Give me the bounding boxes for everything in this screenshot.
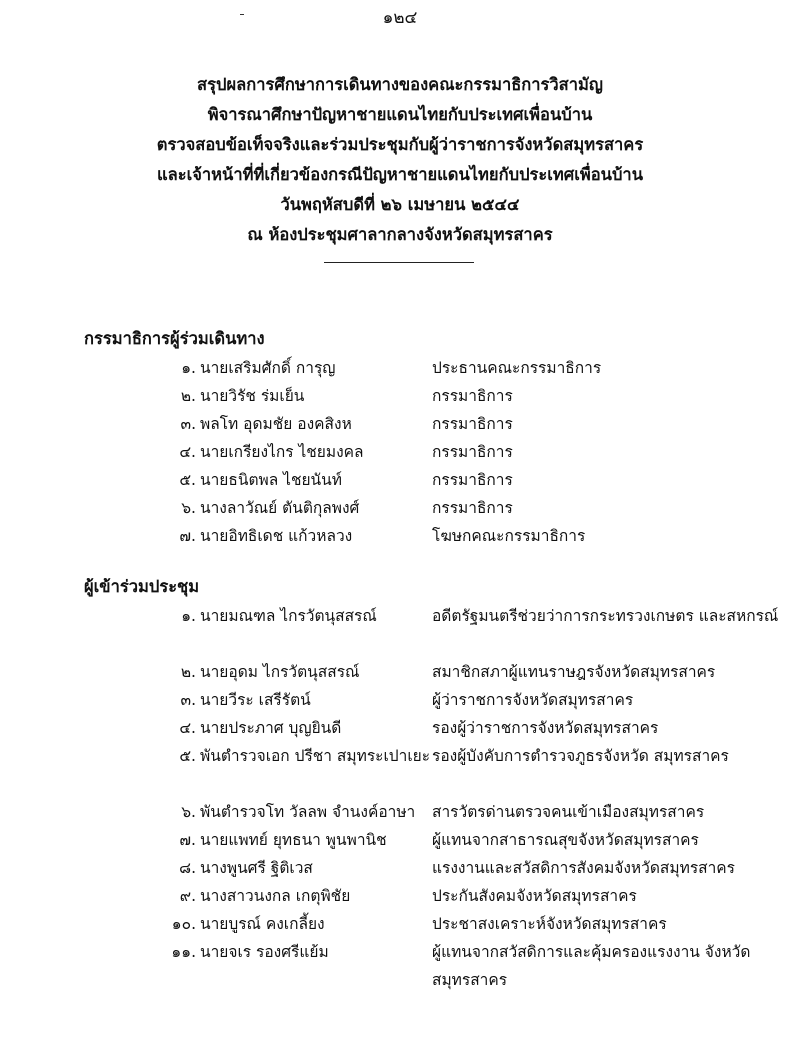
member-number: ๓.: [180, 415, 196, 433]
member-name: นายเกรียงไกร ไชยมงคล: [200, 443, 364, 461]
title-line: ตรวจสอบข้อเท็จจริงและร่วมประชุมกับผู้ว่าราชการจังหวัดสมุทรสาคร: [156, 135, 644, 154]
attendee-name: นายจเร รองศรีแย้ม: [200, 943, 329, 961]
attendee-name: พันตำรวจโท วัลลพ จำนงค์อาษา: [200, 803, 416, 821]
attendee-role: ผู้ว่าราชการจังหวัดสมุทรสาคร: [432, 691, 634, 709]
title-divider: [324, 262, 474, 263]
attendee-row: [0, 854, 800, 882]
committee-member-row: [0, 382, 800, 410]
committee-member-row: [0, 354, 800, 382]
member-role: กรรมาธิการ: [432, 443, 513, 461]
member-role: ประธานคณะกรรมาธิการ: [432, 359, 602, 377]
member-role: กรรมาธิการ: [432, 387, 513, 405]
scan-mark: [240, 14, 244, 15]
attendee-row: [0, 826, 800, 854]
attendee-number: ๓.: [180, 691, 196, 709]
attendee-name: พันตำรวจเอก ปรีชา สมุทระเปาเยะ: [200, 747, 431, 765]
attendee-name: นายประภาศ บุญยินดี: [200, 719, 342, 737]
document-title: [0, 70, 800, 250]
attendee-role: รองผู้บังคับการตำรวจภูธรจังหวัด สมุทรสาคร: [432, 747, 729, 765]
attendee-role: ผู้แทนจากสาธารณสุขจังหวัดสมุทรสาคร: [432, 831, 699, 849]
committee-member-row: [0, 438, 800, 466]
title-line: ณ ห้องประชุมศาลากลางจังหวัดสมุทรสาคร: [247, 225, 553, 244]
page-number: ๑๒๔: [382, 8, 418, 28]
attendee-role: รองผู้ว่าราชการจังหวัดสมุทรสาคร: [432, 719, 659, 737]
attendee-number: ๔.: [179, 719, 196, 737]
attendee-name: นายมณฑล ไกรวัตนุสสรณ์: [200, 607, 377, 625]
member-role: โฆษกคณะกรรมาธิการ: [432, 527, 586, 545]
attendee-name: นายอุดม ไกรวัตนุสสรณ์: [200, 663, 360, 681]
attendee-row: [0, 602, 800, 658]
member-number: ๒.: [180, 387, 196, 405]
attendee-number: ๑.: [181, 607, 196, 625]
title-line: พิจารณาศึกษาปัญหาชายแดนไทยกับประเทศเพื่อนบ้าน: [207, 105, 593, 124]
attendee-number: ๗.: [179, 831, 196, 849]
attendee-number: ๘.: [179, 859, 196, 877]
attendee-role: ผู้แทนจากสวัสดิการและคุ้มครองแรงงาน จังหวัดสมุทรสาคร: [432, 943, 751, 989]
attendee-role: ประกันสังคมจังหวัดสมุทรสาคร: [432, 887, 637, 905]
member-name: นายธนิตพล ไชยนันท์: [200, 471, 342, 489]
attendee-role: แรงงานและสวัสดิการสังคมจังหวัดสมุทรสาคร: [432, 859, 735, 877]
member-role: กรรมาธิการ: [432, 499, 513, 517]
attendees-list: [0, 602, 800, 994]
attendee-row: [0, 882, 800, 910]
attendee-number: ๑๐.: [171, 915, 196, 933]
member-number: ๖.: [181, 499, 196, 517]
attendee-name: นางสาวนงกล เกตุพิชัย: [200, 887, 351, 905]
attendee-row: [0, 910, 800, 938]
attendee-number: ๙.: [179, 887, 196, 905]
member-role: กรรมาธิการ: [432, 415, 513, 433]
member-name: นายเสริมศักดิ์ การุญ: [200, 359, 336, 377]
attendee-row: [0, 742, 800, 798]
member-number: ๔.: [179, 443, 196, 461]
member-name: นายอิทธิเดช แก้วหลวง: [200, 527, 353, 545]
attendees-heading: ผู้เข้าร่วมประชุม: [84, 577, 200, 596]
attendee-name: นายบูรณ์ คงเกลี้ยง: [200, 915, 325, 933]
attendee-row: [0, 658, 800, 686]
title-line: สรุปผลการศึกษาการเดินทางของคณะกรรมาธิการวิสามัญ: [197, 75, 603, 94]
member-name: นายวิรัช ร่มเย็น: [200, 387, 305, 405]
member-number: ๗.: [179, 527, 196, 545]
member-name: พลโท อุดมชัย องคสิงห: [200, 415, 352, 433]
attendee-row: [0, 686, 800, 714]
committee-member-row: [0, 410, 800, 438]
attendee-number: ๑๑.: [171, 943, 196, 961]
attendee-name: นายวีระ เสรีรัตน์: [200, 691, 311, 709]
attendee-role: สมาชิกสภาผู้แทนราษฎรจังหวัดสมุทรสาคร: [432, 663, 716, 681]
attendee-role: ประชาสงเคราะห์จังหวัดสมุทรสาคร: [432, 915, 667, 933]
committee-member-row: [0, 522, 800, 550]
attendee-row: [0, 798, 800, 826]
committee-list: [0, 354, 800, 550]
attendee-row: [0, 714, 800, 742]
attendee-number: ๕.: [179, 747, 196, 765]
title-line: วันพฤหัสบดีที่ ๒๖ เมษายน ๒๕๔๔: [280, 195, 520, 214]
committee-member-row: [0, 494, 800, 522]
attendee-name: นายแพทย์ ยุทธนา พูนพานิช: [200, 831, 387, 849]
committee-member-row: [0, 466, 800, 494]
attendee-row: [0, 938, 800, 994]
member-role: กรรมาธิการ: [432, 471, 513, 489]
title-line: และเจ้าหน้าที่ที่เกี่ยวข้องกรณีปัญหาชายแดนไทยกับประเทศเพื่อนบ้าน: [157, 165, 643, 184]
attendee-role: อดีตรัฐมนตรีช่วยว่าการกระทรวงเกษตร และสหกรณ์: [432, 607, 779, 625]
attendee-name: นางพูนศรี ฐิติเวส: [200, 859, 313, 877]
attendee-role: สารวัตรด่านตรวจคนเข้าเมืองสมุทรสาคร: [432, 803, 705, 821]
member-name: นางลาวัณย์ ตันติกุลพงศ์: [200, 499, 360, 517]
attendee-number: ๖.: [181, 803, 196, 821]
committee-heading: กรรมาธิการผู้ร่วมเดินทาง: [84, 329, 265, 348]
member-number: ๑.: [181, 359, 196, 377]
attendee-number: ๒.: [180, 663, 196, 681]
member-number: ๕.: [179, 471, 196, 489]
